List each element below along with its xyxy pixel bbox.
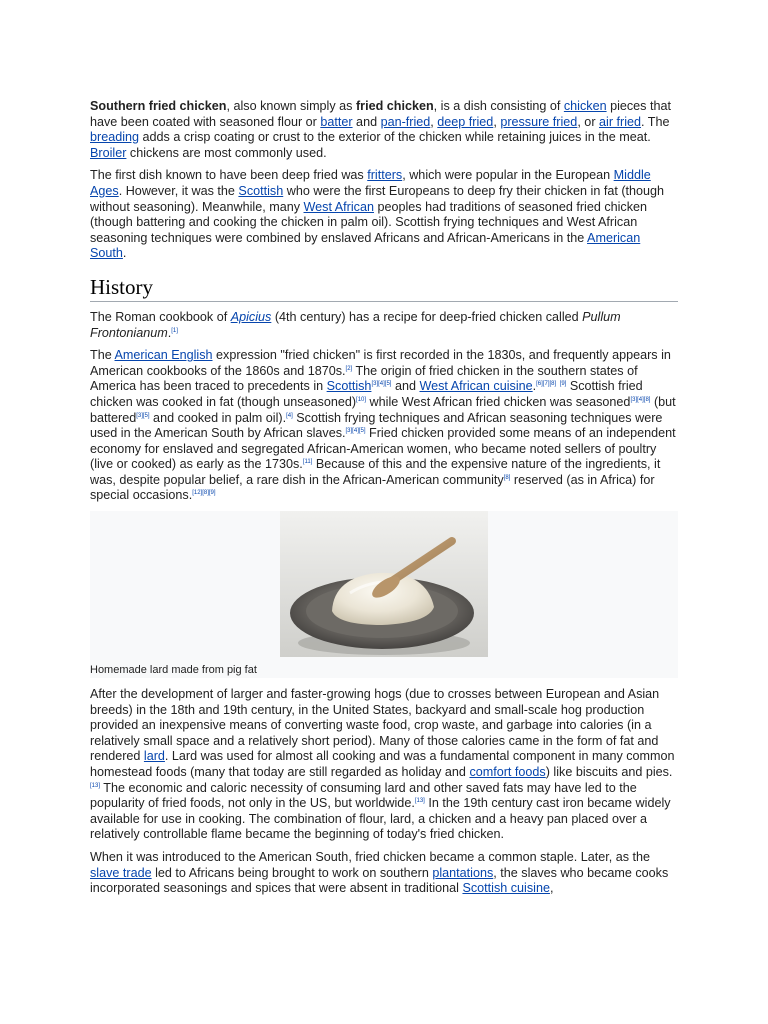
citation[interactable]: [6][7][8] [536,381,557,388]
text: , [430,114,438,129]
citation[interactable]: [3][5] [136,412,150,419]
link-fritters[interactable]: fritters [367,168,403,183]
link-deep-fried[interactable]: deep fried [437,114,494,129]
bold-term: Southern fried chicken [90,99,227,113]
citation[interactable]: [4] [286,412,293,419]
text: , [493,114,501,129]
link-pressure-fried[interactable]: pressure fried [500,114,578,129]
text: The first dish known to have been deep fried was [90,168,368,183]
text: led to Africans being brought to work on southern [151,865,433,880]
citation[interactable]: [13] [414,798,425,805]
history-paragraph-4 [90,850,678,897]
history-paragraph-1 [90,310,678,341]
link-scottish-cuisine[interactable]: Scottish cuisine [462,881,550,896]
text: , [549,881,554,896]
article-body [90,99,678,904]
link-slave-trade[interactable]: slave trade [90,865,152,880]
link-scottish[interactable]: Scottish [326,379,372,394]
link-west-african-cuisine[interactable]: West African cuisine [419,379,533,394]
text: The Roman cookbook of [90,309,231,324]
text: , also known simply as [226,99,356,113]
link-air-fried[interactable]: air fried [599,114,642,129]
text: expression "fried chicken" is first recorded in the 1830s, and frequently appears in American cookbooks of the 1860s and 1870s. [90,348,671,378]
text: . The [641,114,670,129]
section-heading-history: History [90,274,678,302]
text: Scottish fried chicken was cooked in fat (though unseasoned) [90,379,643,409]
text: , the slaves who became cooks incorporated seasonings and spices that were absent in traditional [90,865,669,896]
text: In the 19th century cast iron became widely available for use in cooking. The combination of flour, lard, a chicken and a heavy pan placed over a relatively controllable flame became the beginning of today's fried chicken. [90,796,671,842]
link-scottish[interactable]: Scottish [238,183,284,198]
text: (but battered [90,394,676,425]
link-american-south[interactable]: American South [90,230,641,261]
text: who were the first Europeans to deep fry their chicken in fat (though without seasoning). Meanwhile, many [90,183,665,214]
link-chicken[interactable]: chicken [563,99,607,113]
lard-image [280,511,488,657]
history-paragraph-3 [90,687,678,843]
citation[interactable]: [13] [90,782,101,789]
citation[interactable]: [9] [559,381,567,388]
text: . [167,325,172,340]
text: Scottish frying techniques and African seasoning techniques were used in the American South by African slaves. [90,410,663,441]
link-broiler[interactable]: Broiler [90,145,127,160]
text: The origin of fried chicken in the southern states of America has been traced to precedents in [90,363,638,394]
figure-lard [90,511,678,678]
italic-term: Pullum Frontonianum [90,309,621,340]
link-lard[interactable]: lard [143,749,165,764]
text: , which were popular in the European [402,168,614,183]
history-paragraph-2 [90,348,678,504]
link-middle-ages[interactable]: Middle Ages [90,168,651,198]
citation[interactable]: [10] [356,396,367,403]
citation[interactable]: [2] [345,365,353,372]
intro-paragraph-1 [90,99,678,161]
citation[interactable]: [3][4][8] [630,396,651,403]
text: , or [577,114,600,129]
text: chickens are most commonly used. [126,145,327,160]
link-west-african[interactable]: West African [303,199,374,214]
bold-term: fried chicken [355,99,434,113]
text: (4th century) has a recipe for deep-fried chicken called [271,309,583,324]
link-breading[interactable]: breading [90,130,140,145]
text: adds a crisp coating or crust to the exterior of the chicken while retaining juices in the meat. [139,130,651,145]
text: and cooked in palm oil). [149,410,287,425]
citation[interactable]: [8] [503,474,511,481]
text: pieces that have been coated with seasoned flour or [90,99,671,129]
citation[interactable]: [3][4][5] [345,427,366,434]
link-comfort-foods[interactable]: comfort foods [469,765,546,780]
lard-photo[interactable] [280,511,488,657]
citation[interactable]: [1] [171,327,178,334]
text: . However, it was the [118,183,239,198]
text: , is a dish consisting of [433,99,564,113]
link-apicius[interactable]: Apicius [230,309,272,324]
citation[interactable]: [11] [302,459,313,466]
text: Fried chicken provided some means of an independent economy for enslaved and segregated African-American women, who became noted sellers of poultry (live or cooked) as early as the 1730s. [90,426,676,472]
text: After the development of larger and faster-growing hogs (due to crosses between European and Asian breeds) in the 18th and 19th century, in the United States, backyard and small-scale hog production provided an inexpensive means of converting waste food, crop waste, and garbage into calories (in a relatively small space and a relatively short period). Many of those calories came in the form of fat and rendered [90,687,660,764]
text: The [90,348,115,363]
link-batter[interactable]: batter [320,114,353,129]
text: reserved (as in Africa) for special occasions. [90,472,655,503]
text: while West African fried chicken was seasoned [366,394,631,409]
link-american-english[interactable]: American English [114,348,213,363]
intro-paragraph-2 [90,168,678,262]
text: . [122,246,127,261]
text: peoples had traditions of seasoned fried chicken (though battering and cooking the chicken in palm oil). Scottish frying techniques and West African seasoning techniques were combined by enslaved Africans and African-Americans in the [90,199,648,245]
text: ) like biscuits and pies. [545,765,673,780]
text: and [352,114,381,129]
figure-caption: Homemade lard made from pig fat [90,664,257,677]
link-pan-fried[interactable]: pan-fried [380,114,431,129]
text: When it was introduced to the American South, fried chicken became a common staple. Later, as the [90,850,651,864]
text: . Lard was used for almost all cooking and was a fundamental component in many common homestead foods (many that today are still regarded as holiday and [90,749,675,780]
text: Because of this and the expensive nature of the ingredients, it was, despite popular belief, a rare dish in the African-American community [90,457,661,487]
citation[interactable]: [3][4][5] [371,381,392,388]
link-plantations[interactable]: plantations [432,865,494,880]
text: The economic and caloric necessity of consuming lard and other saved fats may have led to the popularity of fried foods, not only in the US, but worldwide. [90,780,637,811]
citation[interactable]: [12][8][9] [192,490,216,497]
text: and [391,379,420,394]
text: . [532,379,537,394]
